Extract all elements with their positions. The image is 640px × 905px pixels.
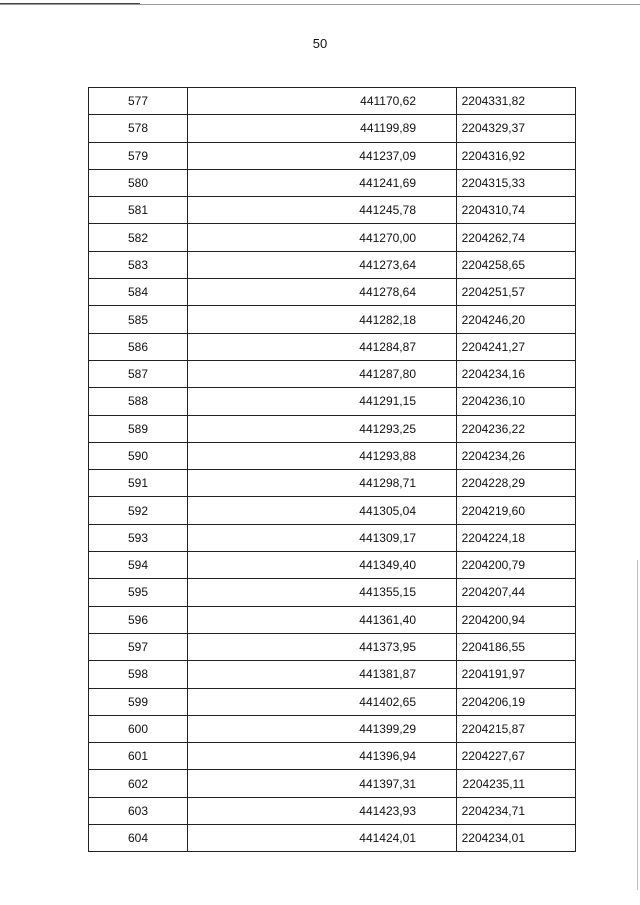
table-row xyxy=(89,497,576,524)
y-coordinate-cell: 2204191,97 xyxy=(457,661,576,688)
point-number-cell: 593 xyxy=(89,524,188,551)
table-row xyxy=(89,360,576,387)
x-coordinate-cell: 441241,69 xyxy=(188,169,457,196)
table-row xyxy=(89,88,576,115)
x-coordinate-cell: 441245,78 xyxy=(188,197,457,224)
x-coordinate-cell: 441293,25 xyxy=(188,415,457,442)
x-coordinate-cell: 441237,09 xyxy=(188,142,457,169)
y-coordinate-cell: 2204262,74 xyxy=(457,224,576,251)
point-number-cell: 590 xyxy=(89,442,188,469)
table-row xyxy=(89,770,576,797)
point-number-cell: 600 xyxy=(89,715,188,742)
x-coordinate-cell: 441284,87 xyxy=(188,333,457,360)
y-coordinate-cell: 2204316,92 xyxy=(457,142,576,169)
x-coordinate-cell: 441399,29 xyxy=(188,715,457,742)
x-coordinate-cell: 441396,94 xyxy=(188,743,457,770)
table-row xyxy=(89,415,576,442)
x-coordinate-cell: 441293,88 xyxy=(188,442,457,469)
point-number-cell: 592 xyxy=(89,497,188,524)
table-row xyxy=(89,661,576,688)
x-coordinate-cell: 441298,71 xyxy=(188,470,457,497)
x-coordinate-cell: 441402,65 xyxy=(188,688,457,715)
coordinates-table-body xyxy=(89,88,576,852)
table-row xyxy=(89,688,576,715)
y-coordinate-cell: 2204241,27 xyxy=(457,333,576,360)
table-row xyxy=(89,524,576,551)
coordinates-table xyxy=(88,87,576,852)
y-coordinate-cell: 2204200,79 xyxy=(457,552,576,579)
table-row xyxy=(89,579,576,606)
y-coordinate-cell: 2204251,57 xyxy=(457,279,576,306)
y-coordinate-cell: 2204200,94 xyxy=(457,606,576,633)
point-number-cell: 587 xyxy=(89,360,188,387)
table-row xyxy=(89,606,576,633)
table-row xyxy=(89,715,576,742)
table-row xyxy=(89,224,576,251)
x-coordinate-cell: 441270,00 xyxy=(188,224,457,251)
point-number-cell: 582 xyxy=(89,224,188,251)
x-coordinate-cell: 441287,80 xyxy=(188,360,457,387)
table-row xyxy=(89,743,576,770)
table-row xyxy=(89,442,576,469)
point-number-cell: 598 xyxy=(89,661,188,688)
table-row xyxy=(89,251,576,278)
x-coordinate-cell: 441397,31 xyxy=(188,770,457,797)
point-number-cell: 597 xyxy=(89,633,188,660)
point-number-cell: 578 xyxy=(89,115,188,142)
y-coordinate-cell: 2204227,67 xyxy=(457,743,576,770)
y-coordinate-cell: 2204329,37 xyxy=(457,115,576,142)
x-coordinate-cell: 441273,64 xyxy=(188,251,457,278)
table-row xyxy=(89,825,576,852)
y-coordinate-cell: 2204219,60 xyxy=(457,497,576,524)
x-coordinate-cell: 441291,15 xyxy=(188,388,457,415)
table-row xyxy=(89,306,576,333)
x-coordinate-cell: 441381,87 xyxy=(188,661,457,688)
x-coordinate-cell: 441373,95 xyxy=(188,633,457,660)
y-coordinate-cell: 2204246,20 xyxy=(457,306,576,333)
y-coordinate-cell: 2204315,33 xyxy=(457,169,576,196)
y-coordinate-cell: 2204331,82 xyxy=(457,88,576,115)
y-coordinate-cell: 2204236,22 xyxy=(457,415,576,442)
point-number-cell: 589 xyxy=(89,415,188,442)
table-row xyxy=(89,388,576,415)
y-coordinate-cell: 2204234,16 xyxy=(457,360,576,387)
x-coordinate-cell: 441361,40 xyxy=(188,606,457,633)
point-number-cell: 599 xyxy=(89,688,188,715)
point-number-cell: 583 xyxy=(89,251,188,278)
point-number-cell: 591 xyxy=(89,470,188,497)
x-coordinate-cell: 441309,17 xyxy=(188,524,457,551)
table-row xyxy=(89,552,576,579)
table-row xyxy=(89,633,576,660)
table-row xyxy=(89,279,576,306)
table-row xyxy=(89,197,576,224)
y-coordinate-cell: 2204215,87 xyxy=(457,715,576,742)
point-number-cell: 579 xyxy=(89,142,188,169)
x-coordinate-cell: 441278,64 xyxy=(188,279,457,306)
y-coordinate-cell: 2204258,65 xyxy=(457,251,576,278)
table-row xyxy=(89,470,576,497)
point-number-cell: 601 xyxy=(89,743,188,770)
point-number-cell: 588 xyxy=(89,388,188,415)
y-coordinate-cell: 2204224,18 xyxy=(457,524,576,551)
point-number-cell: 586 xyxy=(89,333,188,360)
y-coordinate-cell: 2204207,44 xyxy=(457,579,576,606)
scan-edge-line xyxy=(637,560,638,890)
point-number-cell: 585 xyxy=(89,306,188,333)
point-number-cell: 594 xyxy=(89,552,188,579)
y-coordinate-cell: 2204235,11 xyxy=(457,770,576,797)
x-coordinate-cell: 441170,62 xyxy=(188,88,457,115)
y-coordinate-cell: 2204310,74 xyxy=(457,197,576,224)
x-coordinate-cell: 441423,93 xyxy=(188,797,457,824)
point-number-cell: 596 xyxy=(89,606,188,633)
point-number-cell: 602 xyxy=(89,770,188,797)
y-coordinate-cell: 2204228,29 xyxy=(457,470,576,497)
table-row xyxy=(89,142,576,169)
page-number: 50 xyxy=(312,36,328,51)
point-number-cell: 584 xyxy=(89,279,188,306)
y-coordinate-cell: 2204186,55 xyxy=(457,633,576,660)
x-coordinate-cell: 441199,89 xyxy=(188,115,457,142)
x-coordinate-cell: 441282,18 xyxy=(188,306,457,333)
y-coordinate-cell: 2204234,26 xyxy=(457,442,576,469)
table-row xyxy=(89,797,576,824)
point-number-cell: 603 xyxy=(89,797,188,824)
x-coordinate-cell: 441349,40 xyxy=(188,552,457,579)
table-row xyxy=(89,333,576,360)
table-row xyxy=(89,169,576,196)
point-number-cell: 577 xyxy=(89,88,188,115)
x-coordinate-cell: 441355,15 xyxy=(188,579,457,606)
y-coordinate-cell: 2204234,01 xyxy=(457,825,576,852)
table-row xyxy=(89,115,576,142)
page-top-rule xyxy=(0,4,640,5)
x-coordinate-cell: 441305,04 xyxy=(188,497,457,524)
point-number-cell: 580 xyxy=(89,169,188,196)
point-number-cell: 604 xyxy=(89,825,188,852)
x-coordinate-cell: 441424,01 xyxy=(188,825,457,852)
y-coordinate-cell: 2204236,10 xyxy=(457,388,576,415)
point-number-cell: 581 xyxy=(89,197,188,224)
y-coordinate-cell: 2204234,71 xyxy=(457,797,576,824)
y-coordinate-cell: 2204206,19 xyxy=(457,688,576,715)
point-number-cell: 595 xyxy=(89,579,188,606)
